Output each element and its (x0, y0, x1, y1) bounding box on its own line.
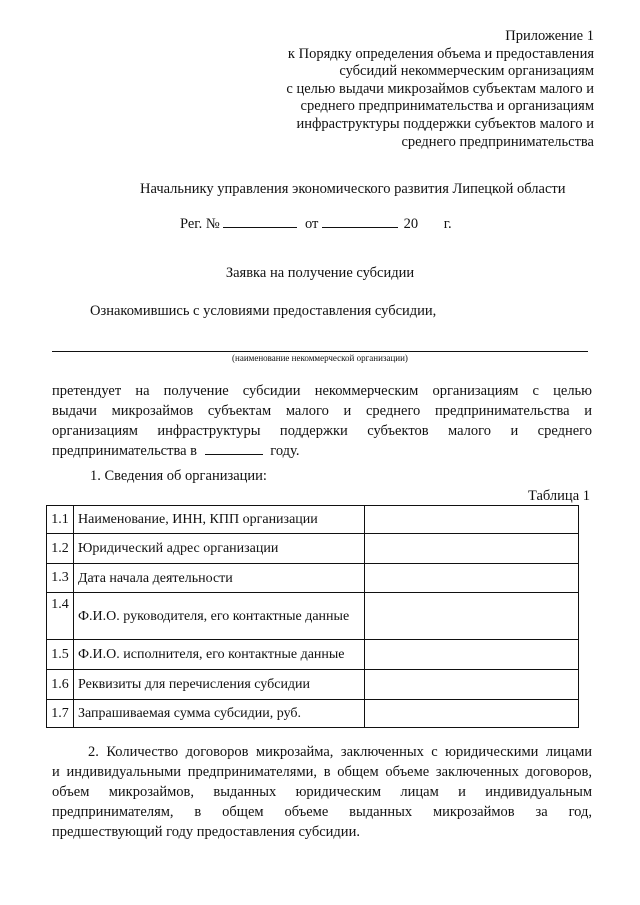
addressee: Начальнику управления экономического развития Липецкой области (140, 181, 566, 197)
paragraph-line: выдачи микрозаймов субъектам малого и среднего предпринимательства и (52, 403, 592, 419)
paragraph-line: объем микрозаймов, выданных юридическим лицам и индивидуальным (52, 784, 592, 800)
annex-line: инфраструктуры поддержки субъектов малого и (296, 115, 594, 132)
paragraph-line-last (52, 441, 592, 461)
paragraph-line: и индивидуальными предпринимателями, в общем объеме заключенных договоров, (52, 764, 592, 780)
row-value-cell[interactable] (365, 700, 579, 728)
table-row (47, 640, 579, 670)
claim-paragraph (52, 381, 592, 461)
table-row (47, 506, 579, 534)
table-row (47, 700, 579, 728)
reg-from: от (304, 216, 319, 232)
paragraph-line: предшествующий году предоставления субсидии. (52, 824, 360, 840)
row-number: 1.1 (47, 506, 74, 534)
paragraph-line: предпринимателям, в общем объеме выданных микрозаймов за год, (52, 804, 592, 820)
table-row (47, 534, 579, 564)
row-value-cell[interactable] (365, 534, 579, 564)
annex-line: с целью выдачи микрозаймов субъектам малого и (286, 80, 594, 97)
row-number: 1.7 (47, 700, 74, 728)
paragraph-line: претендует на получение субсидии некоммерческим организациям с целью (52, 383, 592, 399)
registration-line (180, 216, 452, 233)
year-blank (205, 453, 263, 455)
row-number: 1.3 (47, 564, 74, 593)
table-row (47, 593, 579, 640)
reg-number-blank (223, 226, 297, 228)
paragraph-line: организациям инфраструктуры поддержки субъектов малого и среднего (52, 423, 592, 439)
paragraph-text: году. (270, 443, 300, 459)
row-label: Юридический адрес организации (74, 534, 365, 564)
row-value-cell[interactable] (365, 593, 579, 640)
row-label: Реквизиты для перечисления субсидии (74, 670, 365, 700)
paragraph-line: 2. Количество договоров микрозайма, заключенных с юридическими лицами (88, 744, 592, 760)
annex-line: среднего предпринимательства (401, 133, 594, 150)
reg-prefix: Рег. № (180, 216, 220, 232)
table-row (47, 670, 579, 700)
row-label: Запрашиваемая сумма субсидии, руб. (74, 700, 365, 728)
annex-line: субсидий некоммерческим организациям (339, 63, 594, 80)
intro-text: Ознакомившись с условиями предоставления субсидии, (90, 303, 437, 319)
paragraph-text: предпринимательства в (52, 443, 198, 459)
row-number: 1.5 (47, 640, 74, 670)
row-value-cell[interactable] (365, 670, 579, 700)
row-number: 1.6 (47, 670, 74, 700)
row-label: Ф.И.О. исполнителя, его контактные данные (74, 640, 365, 670)
section2-paragraph (52, 742, 592, 842)
table-caption: Таблица 1 (527, 488, 590, 504)
reg-year-prefix: 20 (403, 216, 419, 232)
row-label: Дата начала деятельности (74, 564, 365, 593)
row-number: 1.2 (47, 534, 74, 564)
document-title: Заявка на получение субсидии (225, 265, 415, 281)
row-label: Наименование, ИНН, КПП организации (74, 506, 365, 534)
row-value-cell[interactable] (365, 506, 579, 534)
annex-header (286, 28, 594, 151)
row-value-cell[interactable] (365, 564, 579, 593)
annex-line: среднего предпринимательства и организациям (300, 98, 594, 115)
reg-date-blank (322, 226, 398, 228)
annex-line: Приложение 1 (505, 28, 594, 44)
table-row (47, 564, 579, 593)
annex-line: к Порядку определения объема и предоставления (287, 45, 594, 62)
row-value-cell[interactable] (365, 640, 579, 670)
organization-info-table (46, 505, 579, 728)
row-label: Ф.И.О. руководителя, его контактные данные (74, 593, 365, 640)
section1-heading: 1. Сведения об организации: (90, 468, 267, 484)
org-name-caption: (наименование некоммерческой организации) (232, 353, 408, 363)
row-number: 1.4 (47, 593, 74, 640)
org-name-line (52, 351, 588, 352)
reg-year-suffix: г. (443, 216, 452, 232)
